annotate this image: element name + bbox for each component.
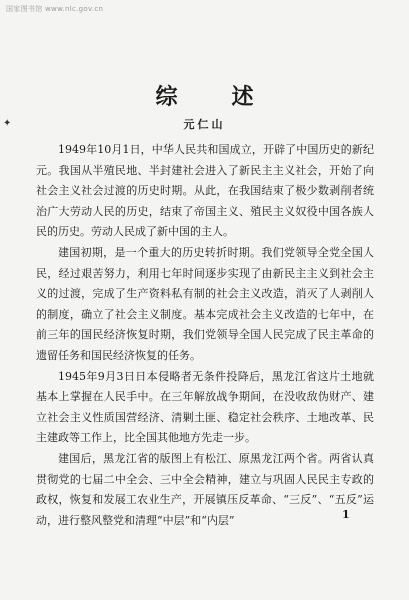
paragraph: 建国初期，是一个重大的历史转折时期。我们党领导全党全国人民，经过艰苦努力，利用七年时间逐步实现了由新民主主义到社会主义的过渡，完成了生产资料私有制的社会主义改造，消灭了人剥削人的制度，确立了社会主义制度。基本完成社会主义改造的七年中，在前三年的国民经济恢复时期，我们党领导全国人民完成了民主革命的遗留任务和国民经济恢复的任务。 — [36, 245, 374, 362]
margin-star-mark: ✦ — [3, 118, 12, 129]
page-number: 1 — [342, 508, 350, 521]
paragraph: 1945年9月3日日本侵略者无条件投降后，黑龙江省这片土地就基本上掌握在人民手中。在三年解放战争期间，在没收敌伪财产、建立社会主义性质国营经济、清剿土匪、稳定社会秩序、土地改革、民主建政等工作上，比全国其他地方先走一步。 — [36, 369, 374, 445]
author-name: 元仁山 — [183, 118, 226, 131]
body-text — [36, 140, 374, 531]
paragraph: 建国后，黑龙江省的版图上有松江、原黑龙江两个省。两省认真贯彻党的七届二中全会、三中全会精神，建立与巩固人民民主专政的政权，恢复和发展工农业生产，开展镇压反革命、“三反”、“五反”运动，进行整风整党和清理“中层”和“内层” — [36, 451, 374, 527]
page-title: 综 述 — [155, 84, 270, 110]
watermark: 国家图书馆 www.nlc.gov.cn — [6, 5, 104, 13]
paragraph: 1949年10月1日，中华人民共和国成立，开辟了中国历史的新纪元。我国从半殖民地、半封建社会进入了新民主主义社会，开始了向社会主义社会过渡的历史时期。从此，在我国结束了极少数剥削者统治广大劳动人民的历史，结束了帝国主义、殖民主义奴役中国各族人民的历史。劳动人民成了新中国的主人。 — [36, 143, 374, 239]
